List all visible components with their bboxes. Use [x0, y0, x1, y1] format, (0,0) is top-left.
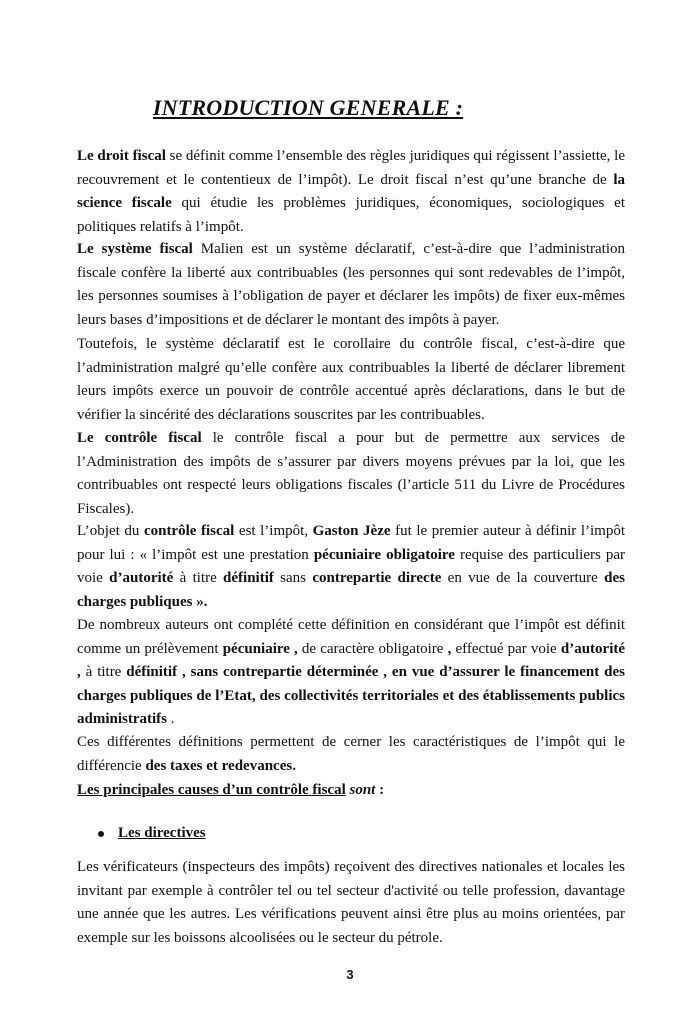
- bold-term: des taxes et redevances.: [145, 757, 296, 774]
- paragraph-caracteristiques: [77, 731, 625, 778]
- bullet-item-directives: [98, 822, 206, 846]
- paragraph-objet-controle: [77, 520, 625, 614]
- bold-term: pécuniaire obligatoire: [313, 546, 455, 563]
- text-run: de caractère obligatoire: [297, 640, 448, 657]
- bullet-dot-icon: [98, 831, 104, 837]
- text-run: Toutefois, le système déclaratif est le corollaire du contrôle fiscal, c’est-à-dire que l’administration malgré qu’elle confère aux contribuables la liberté de déclarer librement leurs impôts exerce un pouvoir de contrôle accentué après déclarations, dans le but de vérifier la sincérité des déclarations souscrites par les contribuables.: [77, 336, 625, 423]
- text-run: De nombreux auteurs ont complété cette définition en considérant que l’impôt est définit comme un prélèvement: [77, 617, 625, 657]
- paragraph-toutefois: [77, 333, 625, 427]
- text-run: requise des particuliers par voie: [77, 546, 625, 586]
- bullet-label: Les directives: [118, 825, 206, 841]
- bold-term: définitif: [223, 570, 274, 586]
- bold-term: définitif , sans contrepartie déterminée , en vue d’assurer le financement des charges publiques de l’Etat, des collectivités territoriales et des établissements publics administratifs: [77, 664, 625, 727]
- bold-term: des charges publiques ».: [77, 570, 625, 610]
- text-run: en vue de la couverture: [441, 570, 605, 586]
- text-run: Ces différentes définitions permettent de cerner les caractéristiques de l’impôt qui le différencie: [77, 734, 625, 774]
- text-run: à titre: [80, 664, 127, 680]
- page-title: INTRODUCTION GENERALE :: [152, 95, 464, 120]
- text-run: Malien est un système déclaratif, c’est-à-dire que l’administration fiscale confère la liberté aux contribuables (les personnes qui sont redevables de l’impôt, les personnes soumises à l’obligation de payer et déclarer les impôts) de fixer eux-mêmes leurs bases d’impositions et de déclarer le montant des impôts à payer.: [77, 241, 626, 328]
- bold-term: contrôle fiscal: [143, 523, 235, 539]
- heading-italic: sont: [345, 782, 376, 798]
- page-number: 3: [346, 967, 354, 982]
- text-run: effectué par voie: [451, 640, 561, 657]
- bold-term: la science fiscale: [77, 171, 625, 211]
- bold-term: Le droit fiscal: [77, 148, 166, 164]
- text-run: fut le premier auteur à définir l’impôt pour lui : « l’impôt est une prestation: [77, 523, 625, 563]
- text-run: le contrôle fiscal a pour but de permettre aux services de l’Administration des impôts de s’assurer par divers moyens prévues par la loi, que les contribuables ont respecté leurs obligations fiscales (l’article 511 du Livre de Procédures Fiscales).: [77, 430, 625, 517]
- text-run: à titre: [173, 570, 224, 586]
- text-run: L’objet du: [77, 523, 144, 539]
- bold-term: contrepartie directe: [312, 570, 442, 586]
- bold-term: Le système fiscal: [77, 241, 193, 257]
- bold-term: pécuniaire ,: [222, 640, 298, 657]
- heading-underlined: Les principales causes d’un contrôle fiscal: [77, 782, 346, 798]
- text-run: Les vérificateurs (inspecteurs des impôts) reçoivent des directives nationales et locales les invitant par exemple à contrôler tel ou tel secteur d'activité ou telle profession, davantage une année que les autres. Les vérifications peuvent ainsi être plus au moins orientées, par exemple sur les boissons alcoolisées ou le secteur du pétrole.: [77, 859, 625, 946]
- paragraph-controle-fiscal: [77, 427, 625, 521]
- paragraph-verificateurs: [77, 856, 625, 950]
- bold-term: d’autorité: [109, 570, 174, 586]
- paragraph-droit-fiscal: [77, 145, 625, 239]
- text-run: qui étudie les problèmes juridiques, économiques, sociologiques et politiques relatifs à l’impôt.: [77, 195, 626, 235]
- text-run: sans: [273, 570, 313, 586]
- paragraph-systeme-fiscal: [77, 238, 625, 332]
- paragraph-definition: [77, 614, 625, 732]
- text-run: .: [167, 711, 175, 727]
- text-run: se définit comme l’ensemble des règles juridiques qui régissent l’assiette, le recouvrement et le contentieux de l’impôt). Le droit fiscal n’est qu’une branche de: [77, 148, 625, 188]
- text-run: est l’impôt,: [234, 523, 313, 539]
- bold-term: Gaston Jèze: [312, 523, 391, 539]
- heading-colon: :: [375, 782, 385, 798]
- section-heading: [77, 779, 384, 803]
- bold-term: ,: [447, 640, 452, 657]
- bold-term: d’autorité ,: [77, 640, 626, 680]
- bold-term: Le contrôle fiscal: [77, 430, 202, 446]
